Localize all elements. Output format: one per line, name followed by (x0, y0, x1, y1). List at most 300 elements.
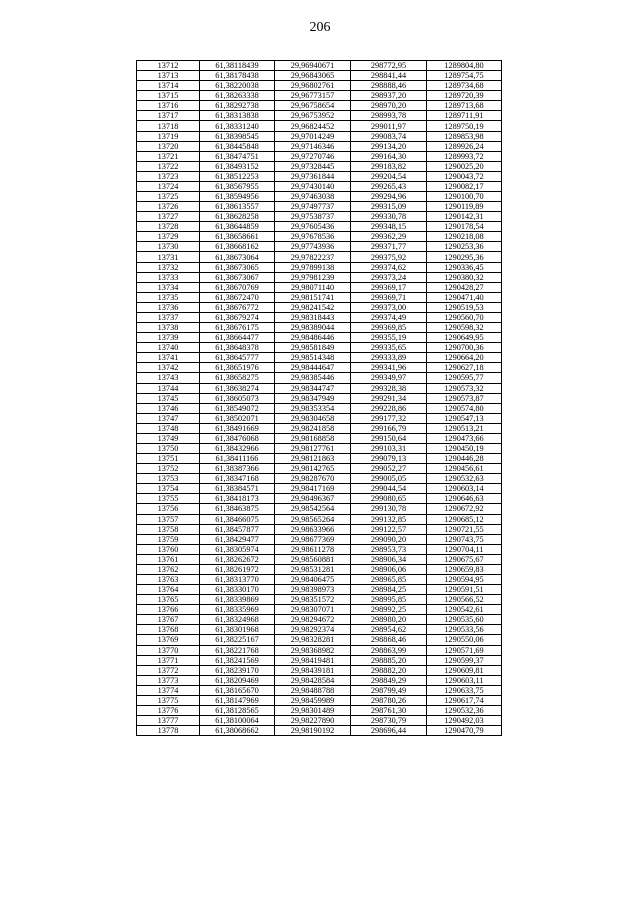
x-coordinate-cell: 298993,78 (351, 111, 427, 121)
point-number-cell: 13748 (137, 423, 200, 433)
table-row (137, 292, 502, 302)
longitude-cell: 29,96758654 (275, 101, 351, 111)
table-row (137, 262, 502, 272)
table-row (137, 504, 502, 514)
point-number-cell: 13752 (137, 464, 200, 474)
point-number-cell: 13778 (137, 726, 200, 736)
x-coordinate-cell: 299335,65 (351, 343, 427, 353)
x-coordinate-cell: 299103,31 (351, 443, 427, 453)
table-row (137, 121, 502, 131)
x-coordinate-cell: 298937,20 (351, 91, 427, 101)
latitude-cell: 61,38241569 (200, 655, 275, 665)
latitude-cell: 61,38418173 (200, 494, 275, 504)
y-coordinate-cell: 1290571,69 (427, 645, 502, 655)
y-coordinate-cell: 1290743,75 (427, 534, 502, 544)
latitude-cell: 61,38466075 (200, 514, 275, 524)
longitude-cell: 29,98514348 (275, 353, 351, 363)
table-row (137, 91, 502, 101)
x-coordinate-cell: 299134,20 (351, 141, 427, 151)
longitude-cell: 29,98677369 (275, 534, 351, 544)
x-coordinate-cell: 299090,20 (351, 534, 427, 544)
longitude-cell: 29,98121863 (275, 454, 351, 464)
x-coordinate-cell: 299315,09 (351, 202, 427, 212)
x-coordinate-cell: 299328,38 (351, 383, 427, 393)
latitude-cell: 61,38347168 (200, 474, 275, 484)
longitude-cell: 29,96843065 (275, 71, 351, 81)
x-coordinate-cell: 299371,77 (351, 242, 427, 252)
point-number-cell: 13759 (137, 534, 200, 544)
latitude-cell: 61,38658275 (200, 373, 275, 383)
x-coordinate-cell: 298761,30 (351, 706, 427, 716)
latitude-cell: 61,38651976 (200, 363, 275, 373)
y-coordinate-cell: 1290446,28 (427, 454, 502, 464)
longitude-cell: 29,97270746 (275, 151, 351, 161)
latitude-cell: 61,38118439 (200, 61, 275, 71)
table-row (137, 151, 502, 161)
latitude-cell: 61,38476068 (200, 433, 275, 443)
point-number-cell: 13727 (137, 212, 200, 222)
x-coordinate-cell: 299132,85 (351, 514, 427, 524)
table-row (137, 252, 502, 262)
table-row (137, 212, 502, 222)
table-row (137, 433, 502, 443)
y-coordinate-cell: 1290627,18 (427, 363, 502, 373)
y-coordinate-cell: 1290336,45 (427, 262, 502, 272)
latitude-cell: 61,38339869 (200, 595, 275, 605)
point-number-cell: 13758 (137, 524, 200, 534)
longitude-cell: 29,98318443 (275, 312, 351, 322)
longitude-cell: 29,98406475 (275, 574, 351, 584)
latitude-cell: 61,38474751 (200, 151, 275, 161)
longitude-cell: 29,97605436 (275, 222, 351, 232)
table-row (137, 101, 502, 111)
latitude-cell: 61,38384571 (200, 484, 275, 494)
longitude-cell: 29,98459989 (275, 695, 351, 705)
table-row (137, 393, 502, 403)
y-coordinate-cell: 1290532,36 (427, 706, 502, 716)
table-row (137, 343, 502, 353)
latitude-cell: 61,38165670 (200, 685, 275, 695)
x-coordinate-cell: 299373,24 (351, 272, 427, 282)
latitude-cell: 61,38387366 (200, 464, 275, 474)
y-coordinate-cell: 1290646,63 (427, 494, 502, 504)
x-coordinate-cell: 298696,44 (351, 726, 427, 736)
y-coordinate-cell: 1290633,75 (427, 685, 502, 695)
point-number-cell: 13747 (137, 413, 200, 423)
x-coordinate-cell: 298984,25 (351, 585, 427, 595)
y-coordinate-cell: 1289754,75 (427, 71, 502, 81)
longitude-cell: 29,98353354 (275, 403, 351, 413)
longitude-cell: 29,98142765 (275, 464, 351, 474)
y-coordinate-cell: 1289853,98 (427, 131, 502, 141)
longitude-cell: 29,98190192 (275, 726, 351, 736)
table-row (137, 71, 502, 81)
longitude-cell: 29,98439181 (275, 665, 351, 675)
latitude-cell: 61,38658661 (200, 232, 275, 242)
point-number-cell: 13742 (137, 363, 200, 373)
table-row (137, 443, 502, 453)
latitude-cell: 61,38398545 (200, 131, 275, 141)
latitude-cell: 61,38491669 (200, 423, 275, 433)
y-coordinate-cell: 1290533,56 (427, 625, 502, 635)
point-number-cell: 13770 (137, 645, 200, 655)
y-coordinate-cell: 1290603,14 (427, 484, 502, 494)
x-coordinate-cell: 299291,34 (351, 393, 427, 403)
point-number-cell: 13718 (137, 121, 200, 131)
y-coordinate-cell: 1290598,32 (427, 323, 502, 333)
latitude-cell: 61,38225167 (200, 635, 275, 645)
y-coordinate-cell: 1289926,24 (427, 141, 502, 151)
point-number-cell: 13728 (137, 222, 200, 232)
latitude-cell: 61,38648378 (200, 343, 275, 353)
point-number-cell: 13739 (137, 333, 200, 343)
latitude-cell: 61,38411166 (200, 454, 275, 464)
longitude-cell: 29,97899138 (275, 262, 351, 272)
table-row (137, 141, 502, 151)
x-coordinate-cell: 299228,86 (351, 403, 427, 413)
x-coordinate-cell: 298970,20 (351, 101, 427, 111)
latitude-cell: 61,38335969 (200, 605, 275, 615)
table-row (137, 685, 502, 695)
y-coordinate-cell: 1290380,32 (427, 272, 502, 282)
y-coordinate-cell: 1290659,83 (427, 564, 502, 574)
latitude-cell: 61,38673067 (200, 272, 275, 282)
longitude-cell: 29,96824452 (275, 121, 351, 131)
y-coordinate-cell: 1290492,03 (427, 716, 502, 726)
table-row (137, 585, 502, 595)
x-coordinate-cell: 298906,06 (351, 564, 427, 574)
point-number-cell: 13762 (137, 564, 200, 574)
table-row (137, 514, 502, 524)
table-row (137, 131, 502, 141)
y-coordinate-cell: 1290043,72 (427, 171, 502, 181)
y-coordinate-cell: 1290617,74 (427, 695, 502, 705)
y-coordinate-cell: 1290675,67 (427, 554, 502, 564)
x-coordinate-cell: 299348,15 (351, 222, 427, 232)
longitude-cell: 29,97146346 (275, 141, 351, 151)
table-row (137, 544, 502, 554)
table-row (137, 574, 502, 584)
latitude-cell: 61,38645777 (200, 353, 275, 363)
point-number-cell: 13741 (137, 353, 200, 363)
y-coordinate-cell: 1290218,08 (427, 232, 502, 242)
x-coordinate-cell: 299080,65 (351, 494, 427, 504)
x-coordinate-cell: 299330,78 (351, 212, 427, 222)
table-row (137, 302, 502, 312)
y-coordinate-cell: 1289993,72 (427, 151, 502, 161)
table-row (137, 323, 502, 333)
table-row (137, 474, 502, 484)
longitude-cell: 29,98294672 (275, 615, 351, 625)
latitude-cell: 61,38613557 (200, 202, 275, 212)
table-row (137, 363, 502, 373)
latitude-cell: 61,38305974 (200, 544, 275, 554)
point-number-cell: 13764 (137, 585, 200, 595)
point-number-cell: 13750 (137, 443, 200, 453)
table-row (137, 564, 502, 574)
latitude-cell: 61,38100064 (200, 716, 275, 726)
latitude-cell: 61,38128565 (200, 706, 275, 716)
table-row (137, 222, 502, 232)
table-row (137, 312, 502, 322)
x-coordinate-cell: 298730,79 (351, 716, 427, 726)
longitude-cell: 29,97328445 (275, 161, 351, 171)
longitude-cell: 29,97014249 (275, 131, 351, 141)
latitude-cell: 61,38549072 (200, 403, 275, 413)
longitude-cell: 29,98419481 (275, 655, 351, 665)
latitude-cell: 61,38672470 (200, 292, 275, 302)
y-coordinate-cell: 1290560,70 (427, 312, 502, 322)
latitude-cell: 61,38313770 (200, 574, 275, 584)
table-row (137, 675, 502, 685)
x-coordinate-cell: 298992,25 (351, 605, 427, 615)
point-number-cell: 13763 (137, 574, 200, 584)
table-body (137, 61, 502, 736)
longitude-cell: 29,96753952 (275, 111, 351, 121)
latitude-cell: 61,38292738 (200, 101, 275, 111)
y-coordinate-cell: 1290700,36 (427, 343, 502, 353)
table-row (137, 595, 502, 605)
point-number-cell: 13751 (137, 454, 200, 464)
longitude-cell: 29,98301489 (275, 706, 351, 716)
x-coordinate-cell: 299044,54 (351, 484, 427, 494)
point-number-cell: 13713 (137, 71, 200, 81)
x-coordinate-cell: 298953,73 (351, 544, 427, 554)
x-coordinate-cell: 298868,46 (351, 635, 427, 645)
x-coordinate-cell: 299294,96 (351, 192, 427, 202)
y-coordinate-cell: 1290532,63 (427, 474, 502, 484)
table-row (137, 403, 502, 413)
longitude-cell: 29,98287670 (275, 474, 351, 484)
x-coordinate-cell: 299333,89 (351, 353, 427, 363)
y-coordinate-cell: 1290470,79 (427, 726, 502, 736)
table-row (137, 706, 502, 716)
latitude-cell: 61,38068662 (200, 726, 275, 736)
point-number-cell: 13755 (137, 494, 200, 504)
y-coordinate-cell: 1290599,37 (427, 655, 502, 665)
y-coordinate-cell: 1289720,39 (427, 91, 502, 101)
table-row (137, 625, 502, 635)
point-number-cell: 13771 (137, 655, 200, 665)
point-number-cell: 13753 (137, 474, 200, 484)
longitude-cell: 29,98542564 (275, 504, 351, 514)
y-coordinate-cell: 1290591,51 (427, 585, 502, 595)
point-number-cell: 13724 (137, 181, 200, 191)
table-row (137, 383, 502, 393)
x-coordinate-cell: 299341,96 (351, 363, 427, 373)
latitude-cell: 61,38676772 (200, 302, 275, 312)
x-coordinate-cell: 299374,62 (351, 262, 427, 272)
latitude-cell: 61,38330170 (200, 585, 275, 595)
point-number-cell: 13740 (137, 343, 200, 353)
point-number-cell: 13754 (137, 484, 200, 494)
table-row (137, 635, 502, 645)
table-row (137, 454, 502, 464)
latitude-cell: 61,38594956 (200, 192, 275, 202)
longitude-cell: 29,97822237 (275, 252, 351, 262)
y-coordinate-cell: 1290573,32 (427, 383, 502, 393)
longitude-cell: 29,98351572 (275, 595, 351, 605)
point-number-cell: 13722 (137, 161, 200, 171)
latitude-cell: 61,38209469 (200, 675, 275, 685)
table-row (137, 524, 502, 534)
page-number: 206 (309, 20, 331, 35)
y-coordinate-cell: 1290535,60 (427, 615, 502, 625)
y-coordinate-cell: 1290450,19 (427, 443, 502, 453)
y-coordinate-cell: 1290542,61 (427, 605, 502, 615)
point-number-cell: 13760 (137, 544, 200, 554)
longitude-cell: 29,98304658 (275, 413, 351, 423)
latitude-cell: 61,38239170 (200, 665, 275, 675)
latitude-cell: 61,38644859 (200, 222, 275, 232)
table-row (137, 333, 502, 343)
point-number-cell: 13749 (137, 433, 200, 443)
point-number-cell: 13767 (137, 615, 200, 625)
y-coordinate-cell: 1290704,11 (427, 544, 502, 554)
longitude-cell: 29,96802761 (275, 81, 351, 91)
longitude-cell: 29,98389044 (275, 323, 351, 333)
point-number-cell: 13725 (137, 192, 200, 202)
latitude-cell: 61,38221768 (200, 645, 275, 655)
longitude-cell: 29,98560881 (275, 554, 351, 564)
latitude-cell: 61,38463875 (200, 504, 275, 514)
y-coordinate-cell: 1289713,68 (427, 101, 502, 111)
y-coordinate-cell: 1290547,13 (427, 413, 502, 423)
point-number-cell: 13712 (137, 61, 200, 71)
table-row (137, 242, 502, 252)
table-row (137, 605, 502, 615)
y-coordinate-cell: 1290100,70 (427, 192, 502, 202)
longitude-cell: 29,98488788 (275, 685, 351, 695)
latitude-cell: 61,38324968 (200, 615, 275, 625)
latitude-cell: 61,38567955 (200, 181, 275, 191)
point-number-cell: 13773 (137, 675, 200, 685)
point-number-cell: 13716 (137, 101, 200, 111)
point-number-cell: 13717 (137, 111, 200, 121)
x-coordinate-cell: 298954,62 (351, 625, 427, 635)
x-coordinate-cell: 299362,29 (351, 232, 427, 242)
point-number-cell: 13774 (137, 685, 200, 695)
x-coordinate-cell: 298885,20 (351, 655, 427, 665)
longitude-cell: 29,97361844 (275, 171, 351, 181)
table-row (137, 232, 502, 242)
y-coordinate-cell: 1290471,40 (427, 292, 502, 302)
table-row (137, 695, 502, 705)
x-coordinate-cell: 299369,17 (351, 282, 427, 292)
longitude-cell: 29,98347949 (275, 393, 351, 403)
table-row (137, 353, 502, 363)
point-number-cell: 13777 (137, 716, 200, 726)
table-row (137, 373, 502, 383)
x-coordinate-cell: 299369,85 (351, 323, 427, 333)
x-coordinate-cell: 298980,20 (351, 615, 427, 625)
y-coordinate-cell: 1290609,81 (427, 665, 502, 675)
table-row (137, 484, 502, 494)
table-row (137, 615, 502, 625)
point-number-cell: 13736 (137, 302, 200, 312)
longitude-cell: 29,97678536 (275, 232, 351, 242)
latitude-cell: 61,38147969 (200, 695, 275, 705)
y-coordinate-cell: 1290685,12 (427, 514, 502, 524)
y-coordinate-cell: 1290178,54 (427, 222, 502, 232)
longitude-cell: 29,98581849 (275, 343, 351, 353)
longitude-cell: 29,98496367 (275, 494, 351, 504)
x-coordinate-cell: 298863,99 (351, 645, 427, 655)
x-coordinate-cell: 298849,29 (351, 675, 427, 685)
x-coordinate-cell: 299374,49 (351, 312, 427, 322)
longitude-cell: 29,98385446 (275, 373, 351, 383)
table-row (137, 464, 502, 474)
x-coordinate-cell: 298799,49 (351, 685, 427, 695)
latitude-cell: 61,38445848 (200, 141, 275, 151)
y-coordinate-cell: 1290142,31 (427, 212, 502, 222)
longitude-cell: 29,97430140 (275, 181, 351, 191)
longitude-cell: 29,98417169 (275, 484, 351, 494)
y-coordinate-cell: 1290594,95 (427, 574, 502, 584)
y-coordinate-cell: 1290595,77 (427, 373, 502, 383)
longitude-cell: 29,96940671 (275, 61, 351, 71)
longitude-cell: 29,98241858 (275, 423, 351, 433)
x-coordinate-cell: 299079,13 (351, 454, 427, 464)
longitude-cell: 29,98428584 (275, 675, 351, 685)
y-coordinate-cell: 1289711,91 (427, 111, 502, 121)
longitude-cell: 29,98168858 (275, 433, 351, 443)
point-number-cell: 13745 (137, 393, 200, 403)
x-coordinate-cell: 298965,85 (351, 574, 427, 584)
table-row (137, 655, 502, 665)
x-coordinate-cell: 298772,95 (351, 61, 427, 71)
longitude-cell: 29,98344747 (275, 383, 351, 393)
x-coordinate-cell: 299011,97 (351, 121, 427, 131)
x-coordinate-cell: 298882,20 (351, 665, 427, 675)
longitude-cell: 29,96773157 (275, 91, 351, 101)
y-coordinate-cell: 1290082,17 (427, 181, 502, 191)
point-number-cell: 13766 (137, 605, 200, 615)
latitude-cell: 61,38673064 (200, 252, 275, 262)
x-coordinate-cell: 299130,78 (351, 504, 427, 514)
y-coordinate-cell: 1290566,52 (427, 595, 502, 605)
longitude-cell: 29,98307071 (275, 605, 351, 615)
table-row (137, 645, 502, 655)
latitude-cell: 61,38512253 (200, 171, 275, 181)
point-number-cell: 13721 (137, 151, 200, 161)
point-number-cell: 13714 (137, 81, 200, 91)
point-number-cell: 13729 (137, 232, 200, 242)
longitude-cell: 29,98531281 (275, 564, 351, 574)
x-coordinate-cell: 299183,82 (351, 161, 427, 171)
x-coordinate-cell: 299204,54 (351, 171, 427, 181)
longitude-cell: 29,98328281 (275, 635, 351, 645)
y-coordinate-cell: 1290456,61 (427, 464, 502, 474)
x-coordinate-cell: 299164,30 (351, 151, 427, 161)
latitude-cell: 61,38313838 (200, 111, 275, 121)
longitude-cell: 29,98292374 (275, 625, 351, 635)
latitude-cell: 61,38638274 (200, 383, 275, 393)
y-coordinate-cell: 1290253,36 (427, 242, 502, 252)
table-row (137, 61, 502, 71)
point-number-cell: 13776 (137, 706, 200, 716)
longitude-cell: 29,98227890 (275, 716, 351, 726)
x-coordinate-cell: 299369,71 (351, 292, 427, 302)
longitude-cell: 29,98398973 (275, 585, 351, 595)
table-row (137, 726, 502, 736)
y-coordinate-cell: 1290519,53 (427, 302, 502, 312)
table-row (137, 413, 502, 423)
y-coordinate-cell: 1290295,36 (427, 252, 502, 262)
longitude-cell: 29,98565264 (275, 514, 351, 524)
table-row (137, 554, 502, 564)
point-number-cell: 13757 (137, 514, 200, 524)
